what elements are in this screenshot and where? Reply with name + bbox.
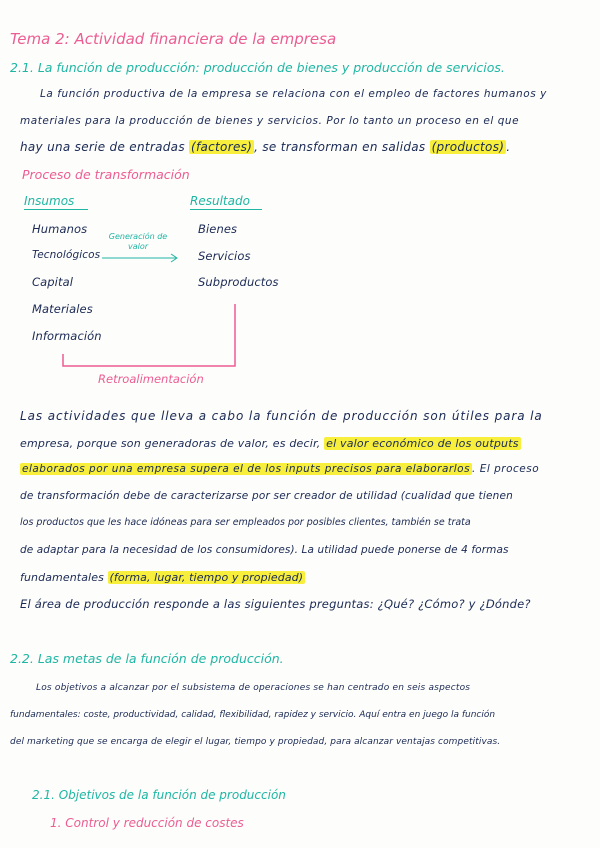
highlight-productos: (productos) bbox=[431, 140, 505, 154]
list-item: 1. Control y reducción de costes bbox=[50, 816, 244, 830]
text-span: . El proceso bbox=[472, 463, 540, 475]
transform-arrow bbox=[100, 253, 182, 263]
input-item: Capital bbox=[32, 275, 74, 289]
highlight-valor: el valor económico de los outputs bbox=[326, 437, 519, 450]
paragraph-line: Las actividades que lleva a cabo la función de producción son útiles para la bbox=[20, 409, 543, 423]
highlight-factores: (factores) bbox=[191, 140, 253, 154]
paragraph-line: El área de producción responde a las siguientes preguntas: ¿Qué? ¿Cómo? y ¿Dónde? bbox=[20, 597, 531, 611]
input-item: Humanos bbox=[32, 222, 88, 236]
paragraph-line: de transformación debe de caracterizarse por ser creador de utilidad (cualidad que tienen bbox=[20, 490, 514, 502]
text-span: , se transforman en salidas bbox=[254, 140, 430, 154]
section-heading-2-2: 2.2. Las metas de la función de producción. bbox=[10, 651, 284, 666]
paragraph-line: Los objetivos a alcanzar por el subsistema de operaciones se han centrado en seis aspectos bbox=[36, 683, 471, 693]
process-heading: Proceso de transformación bbox=[22, 167, 190, 182]
result-item: Subproductos bbox=[198, 275, 279, 289]
result-item: Servicios bbox=[198, 249, 251, 263]
paragraph-line bbox=[20, 571, 305, 584]
text-span: . bbox=[506, 140, 511, 154]
paragraph-line: los productos que les hace idóneas para ser empleados por posibles clientes, también se trata bbox=[20, 517, 471, 528]
paragraph-line: fundamentales: coste, productividad, calidad, flexibilidad, rapidez y servicio. Aquí entra en juego la función bbox=[10, 710, 496, 720]
page-title: Tema 2: Actividad financiera de la empresa bbox=[10, 30, 337, 48]
feedback-loop-line bbox=[55, 302, 245, 374]
subsection-heading: 2.1. Objetivos de la función de producción bbox=[32, 788, 286, 802]
paragraph-line bbox=[20, 140, 510, 154]
input-item: Tecnológicos bbox=[32, 249, 101, 261]
column-heading-inputs: Insumos bbox=[24, 194, 88, 210]
highlight-formas: (forma, lugar, tiempo y propiedad) bbox=[109, 571, 304, 584]
text-span: hay una serie de entradas bbox=[20, 140, 189, 154]
section-heading-2-1: 2.1. La función de producción: producción de bienes y producción de servicios. bbox=[10, 60, 505, 75]
highlight-elaborados: elaborados por una empresa supera el de los inputs precisos para elaborarlos bbox=[22, 463, 471, 475]
input-item: Materiales bbox=[32, 302, 93, 316]
feedback-label: Retroalimentación bbox=[98, 372, 204, 386]
column-heading-result: Resultado bbox=[190, 194, 262, 210]
text-span: empresa, porque son generadoras de valor, es decir, bbox=[20, 437, 325, 450]
result-item: Bienes bbox=[198, 222, 238, 236]
paragraph-line bbox=[20, 463, 539, 475]
arrow-label: Generación de valor bbox=[108, 232, 168, 251]
paragraph-line: del marketing que se encarga de elegir el lugar, tiempo y propiedad, para alcanzar ventajas competitivas. bbox=[10, 737, 501, 747]
input-item: Información bbox=[32, 329, 102, 343]
paragraph-line bbox=[20, 437, 521, 450]
paragraph-line: de adaptar para la necesidad de los consumidores). La utilidad puede ponerse de 4 formas bbox=[20, 544, 509, 556]
paragraph-line: materiales para la producción de bienes y servicios. Por lo tanto un proceso en el que bbox=[20, 115, 520, 127]
text-span: fundamentales bbox=[20, 571, 108, 584]
paragraph-line: La función productiva de la empresa se relaciona con el empleo de factores humanos y bbox=[40, 88, 547, 100]
